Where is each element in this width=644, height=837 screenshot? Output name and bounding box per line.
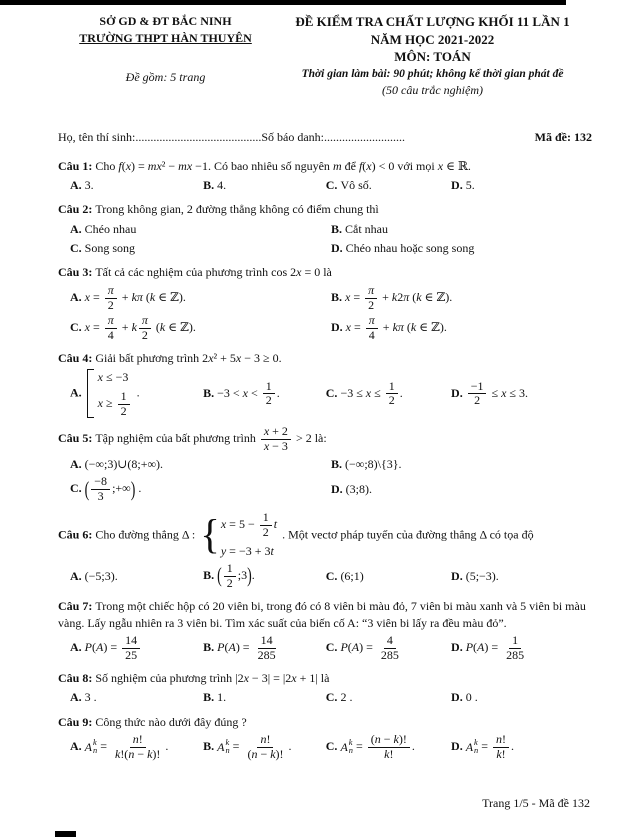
option-label: A.: [70, 568, 85, 583]
option-label: D.: [451, 568, 466, 583]
option-c: C. Song song: [70, 241, 136, 256]
question-text: Câu 5: Tập nghiệm của bất phương trình $\frac{x + 2}{x - 3}$ > 2 là:: [58, 424, 327, 454]
option-label: A.: [70, 739, 85, 754]
option-label: D.: [331, 320, 346, 335]
question-text: Câu 2: Trong không gian, 2 đường thẳng không có điểm chung thì: [58, 202, 379, 217]
options-grid: [58, 634, 592, 663]
math-fraction: $\frac{\pi}{2}$: [139, 314, 151, 343]
options-grid: [58, 456, 592, 504]
math-fraction: $\frac{\pi}{4}$: [366, 314, 378, 343]
option-label: B.: [203, 568, 218, 583]
option-a: A. A k n = $\frac{n!}{k!(n - k)!}$ .: [70, 732, 169, 761]
option-b: B. 1.: [203, 690, 227, 705]
option-label: C.: [325, 690, 341, 705]
question: [58, 425, 592, 504]
scan-artifact-bottom: [55, 831, 76, 837]
math-fraction: $\frac{1}{2}$: [224, 562, 236, 591]
math-fraction: $\frac{1}{285}$: [506, 633, 525, 663]
exam-subject: MÔN: TOÁN: [394, 49, 471, 65]
math-fraction: $\frac{x + 2}{x - 3}$: [261, 425, 291, 454]
option-a: A. 3.: [70, 177, 94, 192]
option-a: A. 3 .: [70, 690, 97, 705]
option-b: B. 4.: [203, 177, 227, 192]
option-d: D. $\frac{-1}{2}$ ≤ x ≤ 3.: [451, 378, 528, 408]
option-d: D. P(A) = $\frac{1}{285}$: [451, 634, 592, 663]
math-cases: { x = 5 − $\frac{1}{2}$ t y = −3 + 3t: [200, 510, 278, 558]
question-label: Câu 8:: [58, 670, 96, 685]
option-label: A.: [70, 690, 85, 705]
option-label: A.: [70, 457, 85, 472]
exam-school-year: NĂM HỌC 2021-2022: [370, 31, 495, 47]
candidate-number-label: Số báo danh:: [261, 130, 325, 145]
option-c: C. −3 ≤ x ≤ $\frac{1}{2}$ .: [325, 378, 403, 408]
options-grid: [58, 689, 592, 706]
option-label: C.: [70, 481, 85, 496]
header: [58, 13, 592, 99]
option-label: D.: [451, 739, 466, 754]
student-info-row: [58, 129, 592, 146]
question-label: Câu 9:: [58, 714, 96, 729]
page-footer: Trang 1/5 - Mã đề 132: [482, 796, 590, 810]
option-a: A. (−5;3).: [70, 568, 118, 583]
option-label: B.: [203, 739, 218, 754]
option-label: B.: [331, 457, 346, 472]
math-scripts: A k n: [340, 737, 353, 756]
option-d: D. 0 .: [451, 690, 478, 705]
option-c: C. ( $\frac{-8}{3}$ ;+∞) .: [70, 474, 142, 504]
math-scripts: A k n: [217, 737, 230, 756]
option-label: B.: [203, 385, 218, 400]
question: [58, 201, 592, 257]
question: [58, 598, 592, 663]
option-label: C.: [325, 177, 341, 192]
question-text: Câu 4: Giải bất phương trình 2x² + 5x − 3 ≥ 0.: [58, 351, 282, 366]
options-grid: [58, 369, 592, 418]
question: [58, 670, 592, 707]
option-label: D.: [451, 640, 466, 655]
math-fraction: $\frac{1}{2}$: [260, 511, 272, 540]
option-label: B.: [331, 289, 346, 304]
option-b: B. x = $\frac{\pi}{2}$ + k2π (k ∈ ℤ).: [331, 282, 453, 312]
option-d: D. Chéo nhau hoặc song song: [331, 241, 475, 256]
option-c: C. (6;1): [325, 568, 364, 583]
math-fraction: $\frac{(n - k)!}{k!}$: [368, 733, 410, 762]
questions: [58, 158, 592, 762]
scan-artifact-top: [0, 0, 566, 5]
options-grid: [58, 284, 592, 343]
math-scripts: A k n: [84, 737, 98, 756]
option-label: C.: [70, 241, 85, 256]
student-name-blank: ..........................................: [135, 130, 262, 145]
question: [58, 264, 592, 343]
option-label: D.: [331, 482, 346, 496]
option-label: A.: [70, 640, 85, 655]
math-fraction: $\frac{1}{2}$: [386, 380, 398, 409]
candidate-number-blank: ...........................: [324, 130, 406, 145]
department-name: SỞ GD & ĐT BẮC NINH: [99, 14, 232, 28]
question-label: Câu 3:: [58, 265, 96, 280]
option-label: C.: [325, 568, 341, 583]
option-b: B. (−∞;8)\{3}.: [331, 457, 402, 472]
option-a: A. x = $\frac{\pi}{2}$ + kπ (k ∈ ℤ).: [70, 282, 186, 312]
option-label: B.: [331, 221, 346, 236]
school-name: TRƯỜNG THPT HÀN THUYÊN: [79, 31, 252, 46]
question-label: Câu 6:: [58, 527, 96, 542]
option-label: A.: [70, 177, 85, 192]
option-label: B.: [203, 177, 218, 192]
question-label: Câu 1:: [58, 158, 96, 173]
option-a: A. x ≤ −3 x ≥ $\frac{1}{2}$ .: [70, 370, 140, 418]
question-text: Câu 9: Công thức nào dưới đây đúng ?: [58, 714, 247, 729]
option-d: D. (3;8).: [331, 482, 372, 496]
pages-note: Đề gồm: 5 trang: [125, 69, 206, 84]
question-text: Câu 3: Tất cả các nghiệm của phương trình cos 2x = 0 là: [58, 265, 332, 280]
question-label: Câu 7:: [58, 598, 96, 613]
option-d: D. A k n = $\frac{n!}{k!}$ .: [451, 732, 515, 761]
option-a: A. Chéo nhau: [70, 221, 137, 236]
option-a: A. P(A) = $\frac{14}{25}$: [70, 634, 203, 663]
math-fraction: $\frac{n!}{k!(n - k)!}$: [114, 732, 161, 761]
question: [58, 714, 592, 762]
math-fraction: $\frac{n!}{k!}$: [493, 733, 509, 762]
math-fraction: $\frac{\pi}{2}$: [105, 284, 117, 313]
option-c: C. A k n = $\frac{(n - k)!}{k!}$ .: [325, 732, 415, 761]
option-b: B. ( $\frac{1}{2}$ ;3).: [203, 560, 255, 590]
option-label: A.: [70, 221, 85, 236]
math-fraction: $\frac{4}{285}$: [380, 633, 399, 663]
option-b: B. Cắt nhau: [331, 221, 389, 236]
math-fraction: $\frac{1}{2}$: [263, 380, 275, 409]
math-fraction: $\frac{-1}{2}$: [468, 380, 487, 409]
question: [58, 158, 592, 195]
option-b: B. P(A) = $\frac{14}{285}$: [203, 634, 326, 663]
options-grid: [58, 733, 592, 762]
option-label: B.: [203, 640, 218, 655]
option-label: C.: [325, 385, 341, 400]
question: [58, 511, 592, 591]
math-fraction: $\frac{1}{2}$: [118, 390, 130, 419]
option-label: B.: [203, 690, 218, 705]
options-grid: [58, 177, 592, 194]
math-fraction: $\frac{n!}{(n - k)!}$: [247, 732, 284, 761]
option-label: A.: [70, 385, 85, 400]
option-b: B. −3 < x < $\frac{1}{2}$ .: [203, 378, 280, 408]
option-label: C.: [325, 640, 341, 655]
exam-title: ĐỀ KIỂM TRA CHẤT LƯỢNG KHỐI 11 LẦN 1: [295, 14, 570, 29]
option-a: A. (−∞;3)∪(8;+∞).: [70, 457, 164, 472]
question-text: Câu 6: Cho đường thẳng Δ : { x = 5 − $\frac{1}{2}$ t y = −3 + 3t . Một vectơ pháp tuyến của đường thẳng Δ có tọa độ: [58, 511, 592, 560]
option-label: D.: [451, 385, 466, 400]
question-text: Câu 7: Trong một chiếc hộp có 20 viên bi, trong đó có 8 viên bi màu đỏ, 7 viên bi màu xanh và 5 viên bi màu vàng. Lấy ngẫu nhiên ra 3 viên bi. Tìm xác suất của biến cố A: “3 viên bi lấy ra đều màu đỏ”.: [58, 598, 586, 630]
option-d: D. x = $\frac{\pi}{4}$ + kπ (k ∈ ℤ).: [331, 313, 447, 343]
option-c: C. x = $\frac{\pi}{4}$ + k $\frac{\pi}{2}$ (k ∈ ℤ).: [70, 313, 196, 343]
option-c: C. P(A) = $\frac{4}{285}$: [326, 634, 451, 663]
math-fraction: $\frac{\pi}{4}$: [105, 314, 117, 343]
options-grid: [58, 562, 592, 591]
exam-duration-note: Thời gian làm bài: 90 phút; không kể thời gian phát đề: [301, 67, 564, 80]
question: [58, 350, 592, 418]
option-label: D.: [331, 241, 346, 256]
exam-code: Mã đề: 132: [534, 130, 592, 145]
options-grid: [58, 221, 592, 258]
option-label: D.: [451, 690, 466, 705]
math-fraction: $\frac{\pi}{2}$: [365, 284, 377, 313]
question-text: Câu 8: Số nghiệm của phương trình |2x − 3| = |2x + 1| là: [58, 670, 330, 685]
math-scripts: A k n: [465, 737, 479, 756]
math-cases: x ≤ −3 x ≥ $\frac{1}{2}$: [87, 369, 132, 418]
math-fraction: $\frac{14}{25}$: [122, 634, 140, 663]
math-fraction: $\frac{-8}{3}$: [91, 475, 110, 504]
math-fraction: $\frac{14}{285}$: [257, 633, 276, 663]
option-b: B. A k n = $\frac{n!}{(n - k)!}$ .: [203, 732, 292, 761]
question-label: Câu 2:: [58, 202, 96, 217]
option-label: D.: [451, 177, 466, 192]
option-c: C. 2 .: [325, 690, 353, 705]
header-exam-block: [273, 13, 592, 99]
student-name-label: Họ, tên thí sinh:: [58, 130, 136, 145]
option-label: C.: [70, 320, 85, 335]
option-c: C. Vô số.: [325, 177, 372, 192]
question-text: Câu 1: Cho f(x) = mx² − mx −1. Có bao nhiêu số nguyên m để f(x) < 0 với mọi x ∈ ℝ.: [58, 158, 471, 173]
exam-question-count-note: (50 câu trắc nghiệm): [382, 82, 483, 97]
question-label: Câu 5:: [58, 431, 96, 446]
question-label: Câu 4:: [58, 351, 96, 366]
option-label: A.: [70, 289, 85, 304]
header-school-block: [58, 13, 273, 99]
option-label: C.: [325, 739, 341, 754]
option-d: D. (5;−3).: [451, 568, 499, 583]
option-d: D. 5.: [451, 177, 475, 192]
